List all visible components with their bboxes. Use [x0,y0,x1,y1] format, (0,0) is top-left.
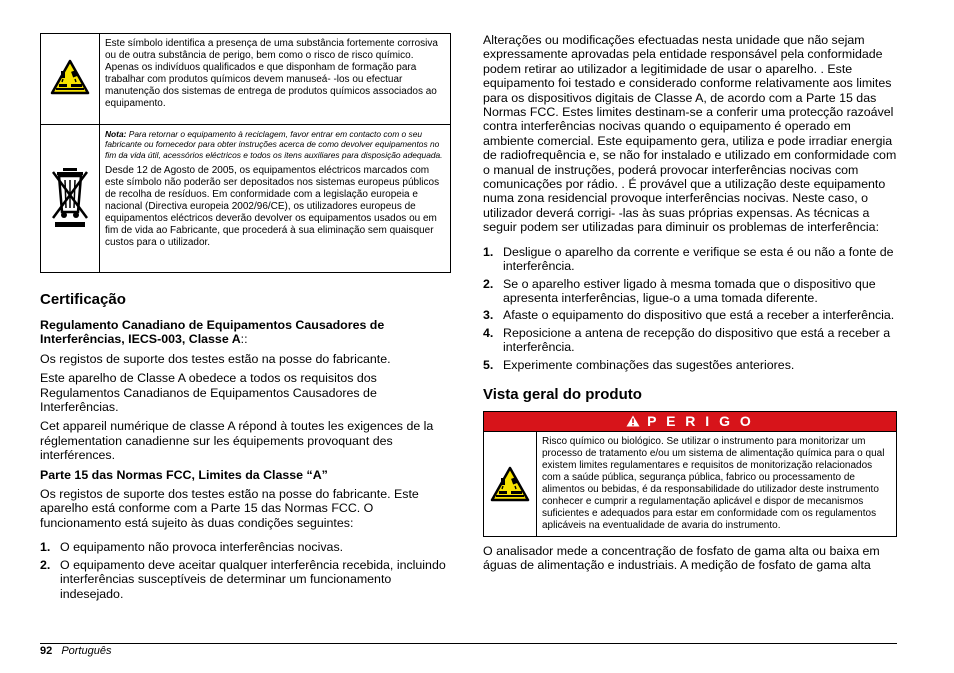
symbol-table [40,33,451,273]
list-text: O equipamento não provoca interferências nocivas. [60,540,344,555]
symbol-text-corrosive: Este símbolo identifica a presença de uma substância fortemente corrosiva ou de outra substância de perigo, bem como o risco de risco químico. Apenas os indivíduos qualificados e que disponham de formação para trabalhar com produtos químicos devem manuseá- -los ou efectuar manutenção dos sistemas de entrega de produtos químicos associados ao equipamento. [100,34,451,125]
list-item [483,358,897,372]
weee-note [105,129,446,160]
fcc-conditions-list [40,540,451,601]
symbol-cell-corrosive [41,34,100,125]
note-label: Nota: [105,129,127,139]
danger-body [484,431,896,536]
note-text: Para retornar o equipamento à reciclagem, favor entrar em contacto com o seu fabricante ou fornecedor para obter instruções acerca de como devolver equipamentos no fim da vida útil, acessórios eléctricos e todos os itens auxiliares para disposição adequada. [105,129,443,160]
page-number: 92 [40,645,53,657]
weee-crossed-bin-icon [50,166,90,228]
analyzer-paragraph: O analisador mede a concentração de fosfato de gama alta ou baixa em águas de alimentação e industriais. A medição de fosfato de gama alta [483,543,880,573]
corrosive-hazard-icon [50,59,90,95]
canada-heading [40,318,451,347]
danger-box [483,411,897,537]
interference-steps-list [483,245,897,372]
list-text: Desligue o aparelho da corrente e verifique se esta é ou não a fonte de interferência. [503,244,894,274]
footer-language: Português [61,645,112,657]
symbol-row-corrosive [41,34,451,125]
left-column [40,33,451,601]
danger-icon-cell [484,432,537,536]
list-text: Se o aparelho estiver ligado à mesma tomada que o dispositivo que apresenta interferências, ligue-o a uma tomada diferente. [503,276,876,305]
footer-rule [40,643,897,644]
canada-heading-suffix: :: [240,332,248,347]
fcc-p1: Os registos de suporte dos testes estão na posse do fabricante. Este aparelho está conforme com a Parte 15 das Normas FCC. O funcionamento está sujeito às duas condições seguintes: [40,487,419,530]
canada-heading-text: Regulamento Canadiano de Equipamentos Causadores de Interferências, IECS-003, Classe A [40,318,385,347]
danger-label: P E R I G O [647,412,754,429]
list-item [483,326,897,355]
danger-text: Risco químico ou biológico. Se utilizar o instrumento para monitorizar um processo de tratamento e/ou um sistema de alimentação química para o qual existem limites regulamentares e requisitos de monitorização relacionados com a saúde pública, segurança pública, fabrico ou processamento de alimentos ou bebidas, é da responsabilidade do utilizador deste instrumento conhecer e cumprir a regulamentação aplicável e dispor de mecanismos suficientes e adequados para estar em conformidade com os regulamentos aplicáveis na eventualidade de avaria do instrumento. [542,435,885,531]
list-text: Experimente combinações das sugestões anteriores. [503,357,795,372]
fcc-details-paragraph: Alterações ou modificações efectuadas nesta unidade que não sejam expressamente aprovadas pela entidade responsável pela conformidade podem retirar ao utilizador a legitimidade de usar o aparelho. . Este equipamento foi testado e considerado conforme relativamente aos limites para os dispositivos digitais de Classe A, de acordo com a Parte 15 das Normas FCC. Estes limites destinam-se a conferir uma protecção razoável contra interferências nocivas quando o equipamento é operado em ambiente comercial. Este equipamento gera, utiliza e pode irradiar energia de radiofrequência e, se não for instalado e utilizado em conformidade com o manual de instruções, poderá provocar interferências nocivas com comunicações por rádio. . É provável que a utilização deste equipamento numa zona residencial provoque interferências nocivas. Neste caso, o utilizador deverá corrigi- -las às suas próprias expensas. As técnicas a seguir podem ser utilizadas para diminuir os problemas de interferência: [483,33,897,235]
symbol-cell-weee [41,125,100,273]
list-number: 2. [483,276,494,291]
list-number: 2. [40,557,51,572]
list-item [40,540,451,554]
warning-triangle-icon [626,415,640,427]
corrosive-hazard-icon [490,466,530,502]
canada-p1: Os registos de suporte dos testes estão na posse do fabricante. [40,351,391,366]
list-number: 1. [483,244,494,259]
list-number: 1. [40,540,51,555]
fcc-heading: Parte 15 das Normas FCC, Limites da Classe “A” [40,467,328,482]
overview-heading: Vista geral do produto [483,385,642,403]
list-number: 3. [483,308,494,323]
list-item [483,308,897,322]
list-item [483,277,897,306]
list-number: 5. [483,357,494,372]
canada-p3: Cet appareil numérique de classe A répond à toutes les exigences de la réglementation canadienne sur les équipements provoquant des interférences. [40,419,434,463]
symbol-text-weee [100,125,451,273]
list-text: O equipamento deve aceitar qualquer interferência recebida, incluindo interferências susceptíveis de determinar um funcionamento indesejado. [60,557,446,601]
cert-heading: Certificação [40,291,126,308]
list-text: Afaste o equipamento do dispositivo que está a receber a interferência. [503,308,895,323]
right-column [483,33,897,573]
list-text: Reposicione a antena de recepção do dispositivo que está a receber a interferência. [503,325,891,355]
list-number: 4. [483,325,494,340]
weee-text: Desde 12 de Agosto de 2005, os equipamentos eléctricos marcados com este símbolo não poderão ser depositados nos sistemas europeus públicos de recolha de resíduos. Em conformidade com a legislação europeia e nacional (Directiva europeia 2002/96/CE), os utilizadores europeus de equipamentos eléctricos deverão devolver os equipamentos usados ou em fim de vida ao Fabricante, que procederá à sua eliminação sem quaisquer custos para o utilizador. [105,165,440,249]
footer [40,644,111,658]
list-item [40,558,451,601]
symbol-row-weee [41,125,451,273]
danger-header [484,412,896,431]
list-item [483,245,897,274]
canada-p2: Este aparelho de Classe A obedece a todos os requisitos dos Regulamentos Canadianos de Equipamentos Causadores de Interferências. [40,371,377,415]
